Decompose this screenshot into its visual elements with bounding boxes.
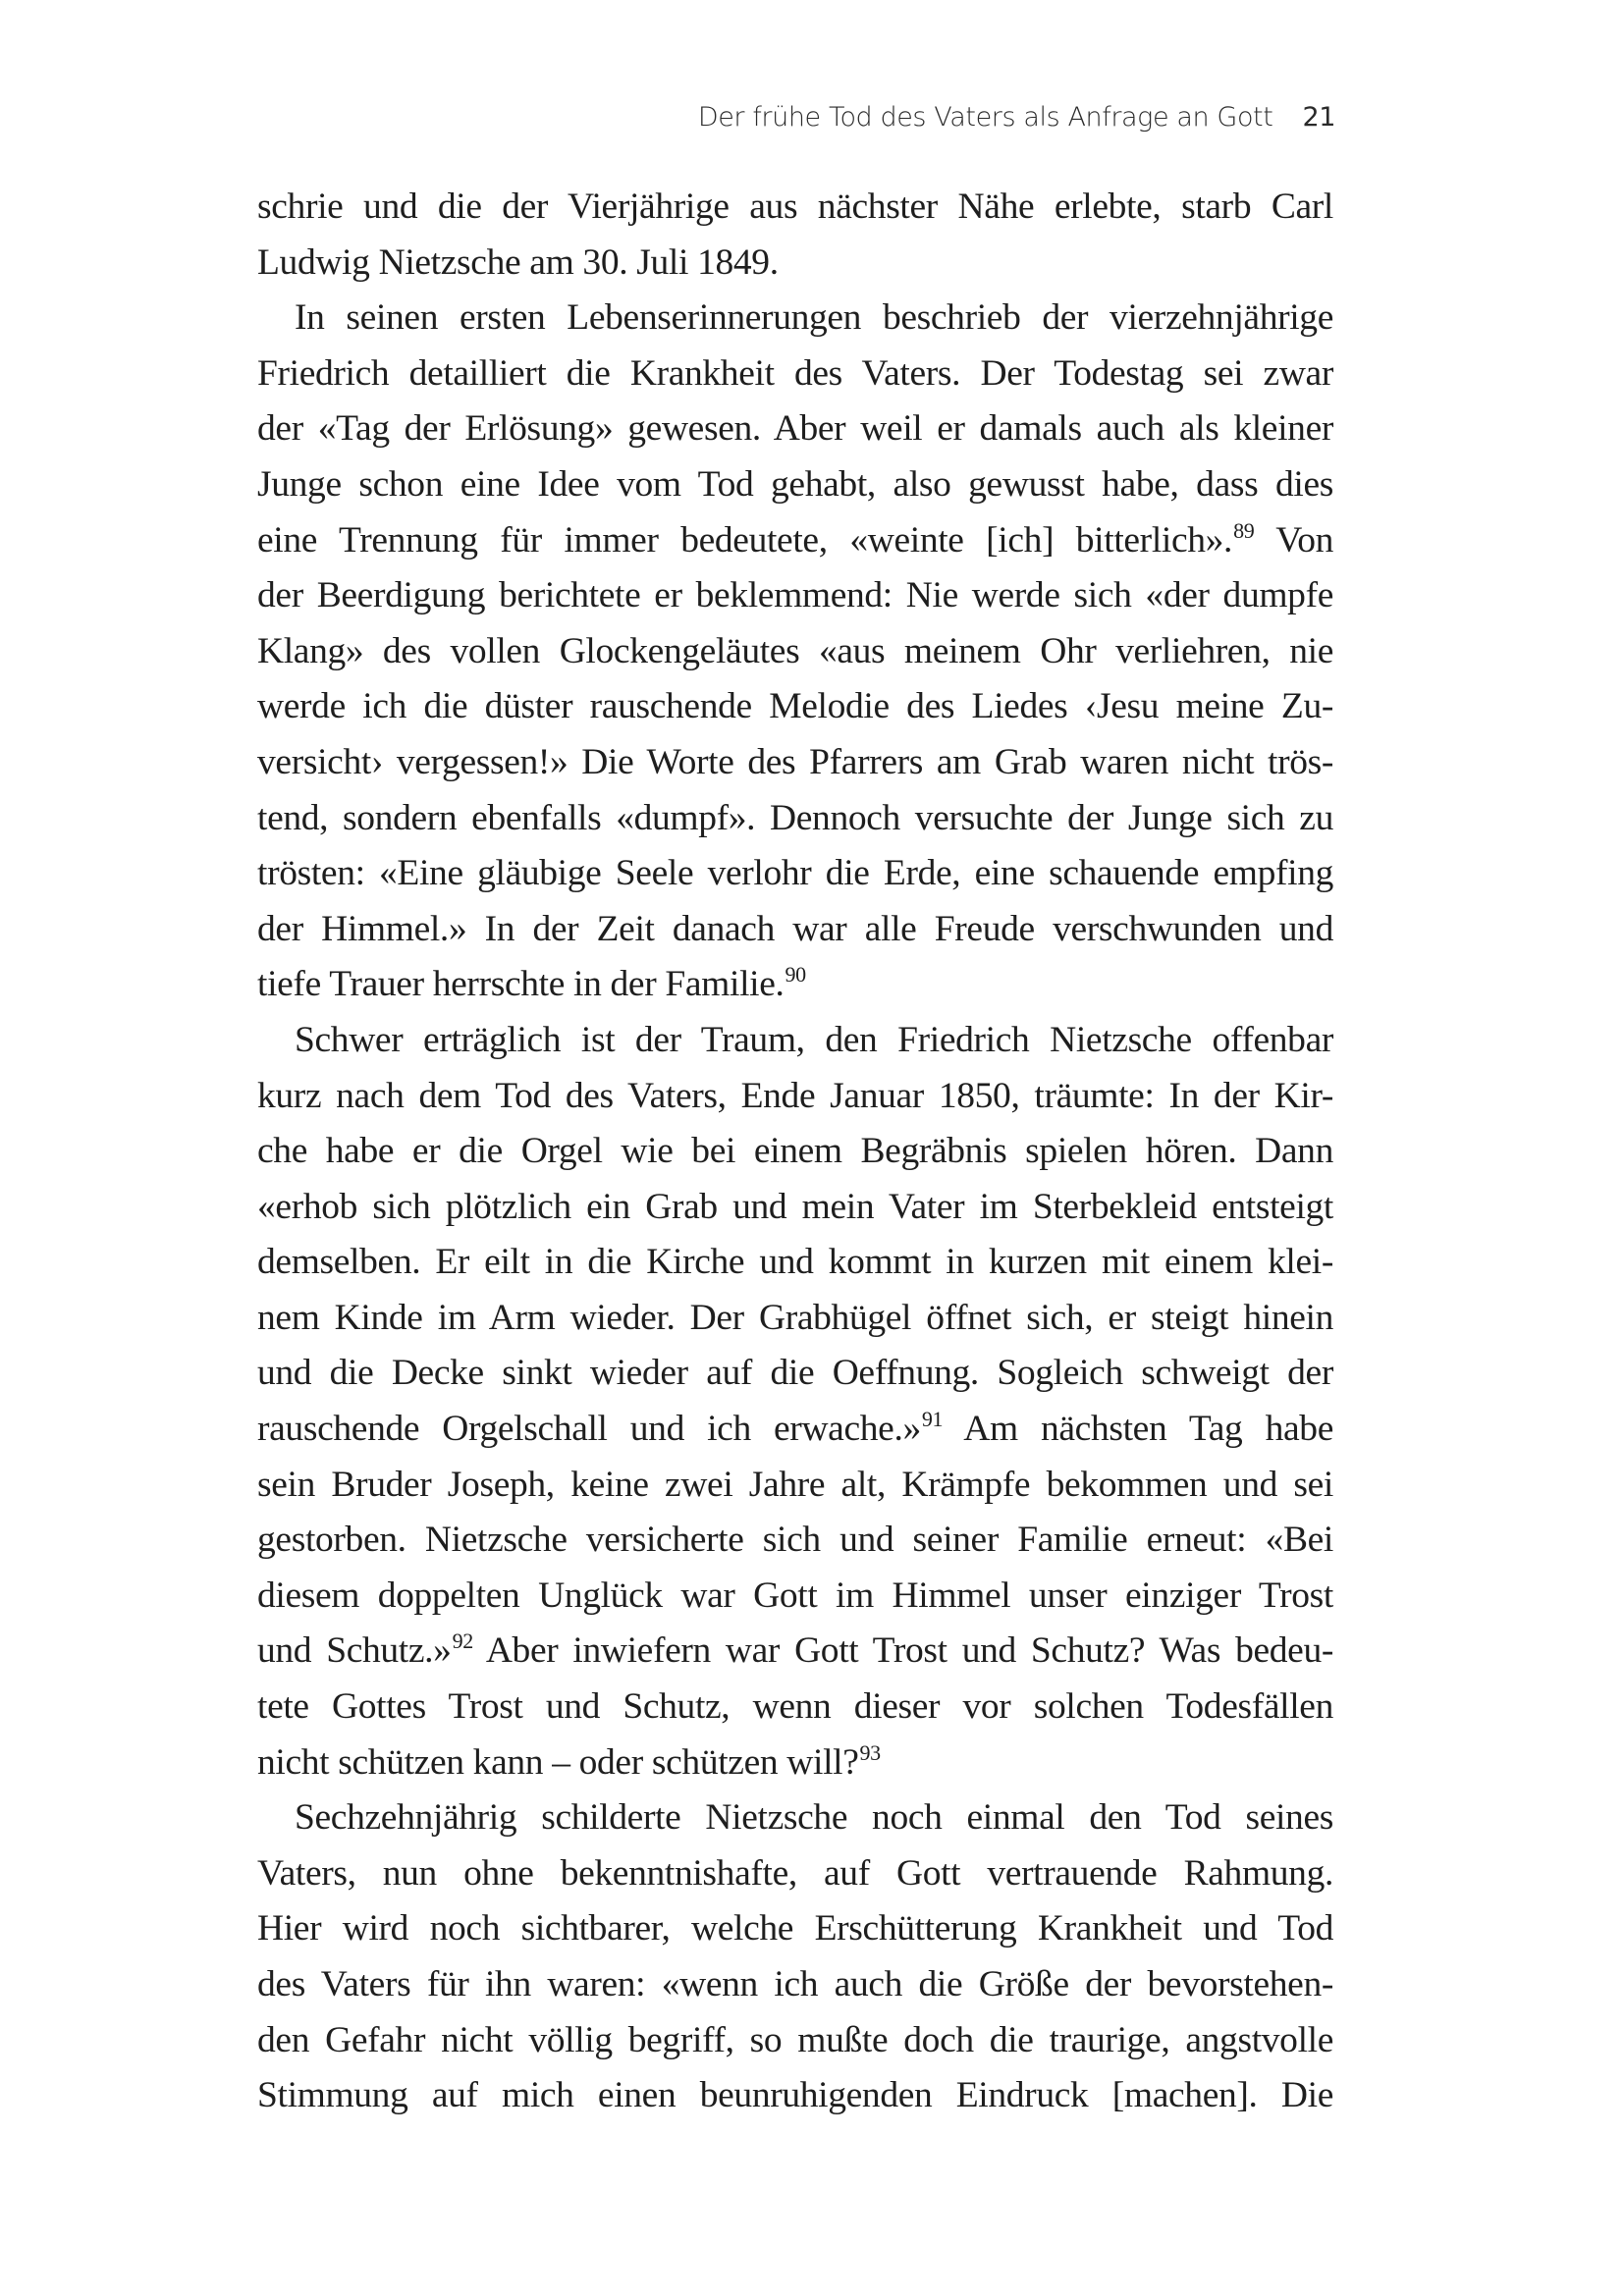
text-line: diesem doppelten Unglück war Gott im Himmel unser einziger Trost (257, 1575, 1333, 1616)
text-line: und die Decke sinkt wieder auf die Oeffnung. Sogleich schweigt der (257, 1353, 1333, 1394)
text-line: der Himmel.» In der Zeit danach war alle Freude verschwunden und (257, 908, 1333, 949)
paragraph (257, 1790, 1333, 2124)
text-line: gestorben. Nietzsche versicherte sich und seiner Familie erneut: «Bei (257, 1520, 1333, 1561)
text-line: Hier wird noch sichtbarer, welche Erschütterung Krankheit und Tod (257, 1908, 1333, 1949)
text-line: Schwer erträglich ist der Traum, den Friedrich Nietzsche offenbar (295, 1019, 1333, 1060)
text-line: Klang» des vollen Glockengeläutes «aus meinem Ohr verliehren, nie (257, 630, 1333, 671)
running-title: Der frühe Tod des Vaters als Anfrage an Gott (697, 102, 1273, 133)
text-line: rauschende Orgelschall und ich erwache.»$^{91}$ Am nächsten Tag habe (257, 1407, 1333, 1450)
text-line: nicht schützen kann – oder schützen will?$^{93}$ (257, 1739, 881, 1783)
text-line: Stimmung auf mich einen beunruhigenden Eindruck [machen]. Die (257, 2075, 1333, 2116)
text-line: der «Tag der Erlösung» gewesen. Aber weil er damals auch als kleiner (257, 408, 1333, 450)
text-line: schrie und die der Vierjährige aus nächster Nähe erlebte, starb Carl (257, 187, 1333, 227)
text-line: tend, sondern ebenfalls «dumpf». Dennoch versuchte der Junge sich zu (257, 797, 1333, 838)
text-line: kurz nach dem Tod des Vaters, Ende Januar 1850, träumte: In der Kir- (257, 1075, 1333, 1116)
footnote-marker[interactable]: 90 (785, 962, 806, 988)
footnote-marker[interactable]: 92 (452, 1629, 473, 1654)
text-line: Vaters, nun ohne bekenntnishafte, auf Gott vertrauende Rahmung. (257, 1852, 1333, 1894)
footnote-marker[interactable]: 89 (1233, 517, 1255, 543)
text-line: «erhob sich plötzlich ein Grab und mein Vater im Sterbekleid entsteigt (257, 1186, 1333, 1227)
text-line: werde ich die düster rauschende Melodie des Liedes ‹Jesu meine Zu- (257, 686, 1333, 727)
text-line: Junge schon eine Idee vom Tod gehabt, also gewusst habe, dass dies (257, 463, 1333, 505)
paragraph (257, 180, 1333, 291)
paragraph (257, 291, 1333, 1013)
footnote-marker[interactable]: 93 (859, 1739, 881, 1765)
text-line: Ludwig Nietzsche am 30. Juli 1849. (257, 241, 779, 283)
text-line: nem Kinde im Arm wieder. Der Grabhügel öffnet sich, er steigt hinein (257, 1297, 1333, 1338)
text-line: des Vaters für ihn waren: «wenn ich auch die Größe der bevorstehen- (257, 1964, 1333, 2004)
body-text (257, 180, 1333, 2124)
text-line: sein Bruder Joseph, keine zwei Jahre alt, Krämpfe bekommen und sei (257, 1464, 1333, 1505)
text-line: eine Trennung für immer bedeutete, «weinte [ich] bitterlich».$^{89}$ Von (257, 517, 1334, 561)
paragraph (257, 1013, 1333, 1790)
text-line: der Beerdigung berichtete er beklemmend: Nie werde sich «der dumpfe (257, 575, 1333, 616)
text-line: trösten: «Eine gläubige Seele verlohr die Erde, eine schauende empfing (257, 853, 1333, 894)
page-number: 21 (1302, 102, 1335, 133)
footnote-marker[interactable]: 91 (921, 1407, 944, 1432)
text-line: versicht› vergessen!» Die Worte des Pfarrers am Grab waren nicht trös- (257, 741, 1333, 782)
text-line: den Gefahr nicht völlig begriff, so mußte doch die traurige, angstvolle (257, 2019, 1333, 2060)
text-line: Sechzehnjährig schilderte Nietzsche noch einmal den Tod seines (295, 1797, 1333, 1839)
running-header (687, 102, 1335, 133)
text-line: Friedrich detailliert die Krankheit des Vaters. Der Todestag sei zwar (257, 352, 1333, 394)
text-line: tiefe Trauer herrschte in der Familie.$^{90}$ (257, 962, 806, 1005)
text-line: und Schutz.»$^{92}$ Aber inwiefern war Gott Trost und Schutz? Was bedeu- (257, 1629, 1333, 1672)
text-line: che habe er die Orgel wie bei einem Begräbnis spielen hören. Dann (257, 1131, 1333, 1172)
text-line: demselben. Er eilt in die Kirche und kommt in kurzen mit einem klei- (257, 1242, 1333, 1283)
text-line: tete Gottes Trost und Schutz, wenn dieser vor solchen Todesfällen (257, 1686, 1333, 1728)
text-line: In seinen ersten Lebenserinnerungen beschrieb der vierzehnjährige (295, 297, 1333, 339)
